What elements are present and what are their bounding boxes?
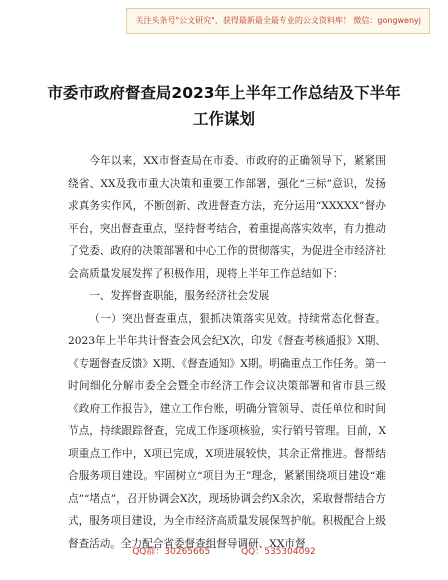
document-body: [68, 150, 386, 555]
promo-banner: 关注头条号"公文研究"，获得最新最全最专业的公文资料库！ 微信：gongwenyj: [126, 8, 430, 34]
document-title: 市委市政府督查局2023年上半年工作总结及下半年工作谋划: [47, 84, 401, 128]
section-1-paragraph: （一）突出督查重点，狠抓决策落实见效。持续常态化督查。2023年上半年共计督查会风会纪X次，印发《督查考核通报》X期、《专题督查反馈》X期、《督查通知》X期。明确重点工作任务。第一时间细化分解市委全会暨全市经济工作会议决策部署和省市县三级《政府工作报告》，建立工作台账，明确分管领导、责任单位和时间节点，持续跟踪督查，完成工作逐项核验，实行销号管理。目前，X项重点工作中，X项已完成，X项进展较快，其余正常推进。督帮结合服务项目建设。牢固树立“项目为王”理念，紧紧围绕项目建设“难点”“堵点”，召开协调会X次，现场协调会约X余次，采取督帮结合方式，服务项目建设，为全市经济高质量发展保驾护航。积极配合上级督查活动。全力配合省委督查组督导调研、XX市督: [68, 312, 386, 550]
intro-paragraph: 今年以来，XX市督查局在市委、市政府的正确领导下，紧紧围绕省、XX及我市重大决策和重要工作部署，强化“三标”意识，发扬求真务实作风，不断创新、改进督查方法，充分运用“XXXXX”督办平台，突出督查重点，坚持督考结合，着重提高落实效率，有力推动了党委、政府的决策部署和中心工作的贯彻落实，为促进全市经济社会高质量发展发挥了积极作用，现将上半年工作总结如下：: [68, 155, 386, 280]
section-heading-1: 一、发挥督查职能，服务经济社会发展: [89, 290, 270, 302]
qq-text: QQ：535304092: [241, 547, 316, 557]
qq-group-text: QQ群：30265665: [132, 547, 211, 557]
contact-footer: [0, 544, 448, 557]
